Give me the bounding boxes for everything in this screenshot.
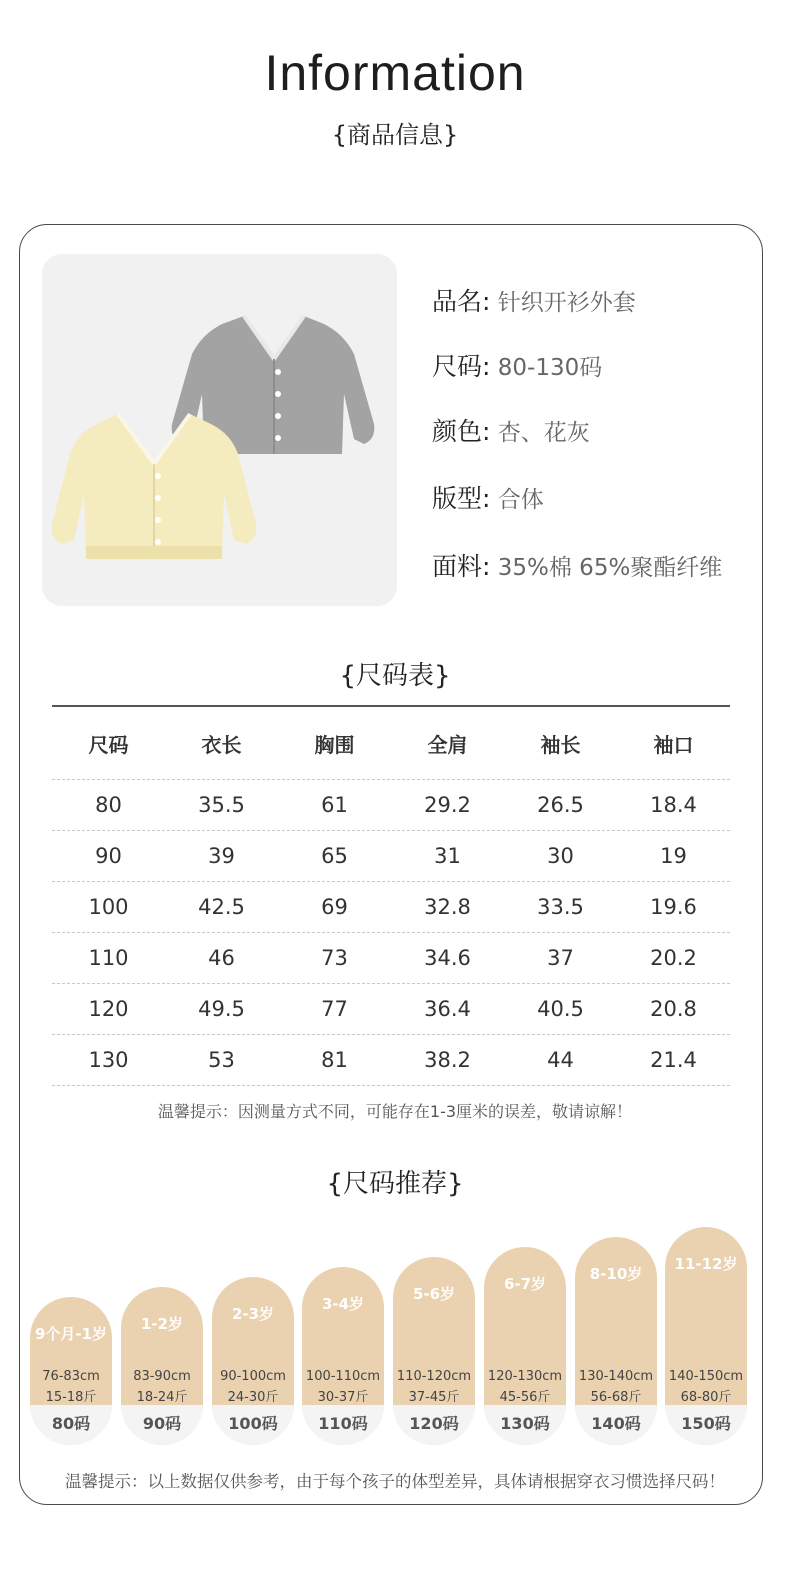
pill-age: 5-6岁 [412,1285,456,1303]
size-table [52,705,730,1086]
table-row [52,1035,730,1086]
cardigan-illustration [42,254,397,606]
table-cell: 38.2 [424,1048,471,1072]
pill-weight: 30-37斤 [317,1390,369,1405]
table-cell: 19.6 [650,895,697,919]
table-cell: 81 [321,1048,348,1072]
info-row-name [432,282,636,318]
info-row-fabric [432,547,722,583]
table-cell: 130 [88,1048,129,1072]
table-cell: 46 [208,946,235,970]
info-key: 品名: [432,287,491,316]
table-cell: 73 [321,946,348,970]
table-cell: 80 [95,793,122,817]
table-header-cell: 袖长 [540,732,581,757]
pill-height: 83-90cm [133,1369,191,1384]
pill-height: 140-150cm [668,1369,744,1384]
info-key: 尺码: [432,352,491,381]
table-row [52,933,730,984]
table-cell: 49.5 [198,997,245,1021]
pill-age: 9个月-1岁 [34,1325,108,1343]
info-value: 针织开衫外套 [497,290,636,316]
pill-weight: 24-30斤 [227,1390,279,1405]
recommend-pill-130 [484,1247,566,1445]
pill-age: 6-7岁 [503,1275,547,1293]
pill-age: 8-10岁 [589,1265,643,1283]
info-row-color [432,412,590,448]
info-value: 杏、花灰 [497,420,590,446]
apricot-cardigan-icon [52,414,257,559]
table-cell: 19 [660,844,687,868]
page-title: Information [264,45,526,101]
size-chart-tip: 温馨提示：因测量方式不同，可能存在1-3厘米的误差，敬请谅解！ [157,1102,633,1121]
table-cell: 35.5 [198,793,245,817]
table-row [52,882,730,933]
recommend-pill-80 [30,1297,112,1445]
pill-size: 130码 [484,1405,566,1445]
recommend-pill-140 [575,1237,657,1445]
pill-height: 100-110cm [305,1369,381,1384]
table-cell: 69 [321,895,348,919]
pill-size: 100码 [212,1405,294,1445]
pill-height: 120-130cm [487,1369,563,1384]
table-cell: 20.2 [650,946,697,970]
pill-weight: 45-56斤 [499,1390,551,1405]
table-cell: 61 [321,793,348,817]
page-subtitle: {商品信息} [331,121,459,149]
table-cell: 21.4 [650,1048,697,1072]
pill-size: 140码 [575,1405,657,1445]
recommend-pill-120 [393,1257,475,1445]
recommend-pill-110 [302,1267,384,1445]
pill-weight: 15-18斤 [45,1390,97,1405]
info-value: 合体 [497,487,544,513]
table-cell: 100 [88,895,129,919]
table-header-cell: 尺码 [88,732,129,757]
product-image [42,254,397,606]
table-cell: 26.5 [537,793,584,817]
table-cell: 39 [208,844,235,868]
table-row [52,831,730,882]
table-cell: 37 [547,946,574,970]
pill-size: 90码 [121,1405,203,1445]
table-cell: 77 [321,997,348,1021]
table-cell: 40.5 [537,997,584,1021]
table-cell: 53 [208,1048,235,1072]
pill-size: 80码 [30,1405,112,1445]
table-header-cell: 衣长 [201,732,242,757]
recommend-pill-90 [121,1287,203,1445]
table-cell: 20.8 [650,997,697,1021]
pill-weight: 68-80斤 [680,1390,732,1405]
table-cell: 36.4 [424,997,471,1021]
table-cell: 120 [88,997,129,1021]
pill-size: 110码 [302,1405,384,1445]
pill-height: 76-83cm [42,1369,100,1384]
table-cell: 34.6 [424,946,471,970]
table-cell: 29.2 [424,793,471,817]
pill-weight: 56-68斤 [590,1390,642,1405]
table-row [52,780,730,831]
pill-height: 110-120cm [396,1369,472,1384]
table-cell: 18.4 [650,793,697,817]
info-row-size [432,347,602,383]
pill-height: 90-100cm [220,1369,286,1384]
info-row-fit [432,479,544,515]
table-cell: 31 [434,844,461,868]
pill-weight: 18-24斤 [136,1390,188,1405]
table-row [52,984,730,1035]
pill-weight: 37-45斤 [408,1390,460,1405]
table-header-cell: 袖口 [653,732,694,757]
pill-age: 11-12岁 [674,1255,738,1273]
recommend-pill-100 [212,1277,294,1445]
recommend-pill-150 [665,1227,747,1445]
info-value: 35%棉 65%聚酯纤维 [497,555,723,581]
pill-age: 1-2岁 [140,1315,184,1333]
table-cell: 32.8 [424,895,471,919]
table-header-cell: 全肩 [427,732,468,757]
pill-height: 130-140cm [578,1369,654,1384]
pill-size: 150码 [665,1405,747,1445]
size-chart-title: {尺码表} [339,661,451,691]
info-key: 版型: [432,484,491,513]
table-cell: 110 [88,946,129,970]
recommend-tip: 温馨提示：以上数据仅供参考，由于每个孩子的体型差异，具体请根据穿衣习惯选择尺码！ [65,1472,725,1491]
table-cell: 33.5 [537,895,584,919]
table-cell: 90 [95,844,122,868]
pill-size: 120码 [393,1405,475,1445]
pill-age: 3-4岁 [321,1295,365,1313]
table-header-cell: 胸围 [314,732,355,757]
info-key: 颜色: [432,417,491,446]
table-cell: 65 [321,844,348,868]
info-key: 面料: [432,552,491,581]
info-value: 80-130码 [497,355,603,381]
table-cell: 30 [547,844,574,868]
recommend-title: {尺码推荐} [326,1169,464,1199]
table-cell: 42.5 [198,895,245,919]
table-cell: 44 [547,1048,574,1072]
pill-age: 2-3岁 [231,1305,275,1323]
table-header-row [52,707,730,780]
